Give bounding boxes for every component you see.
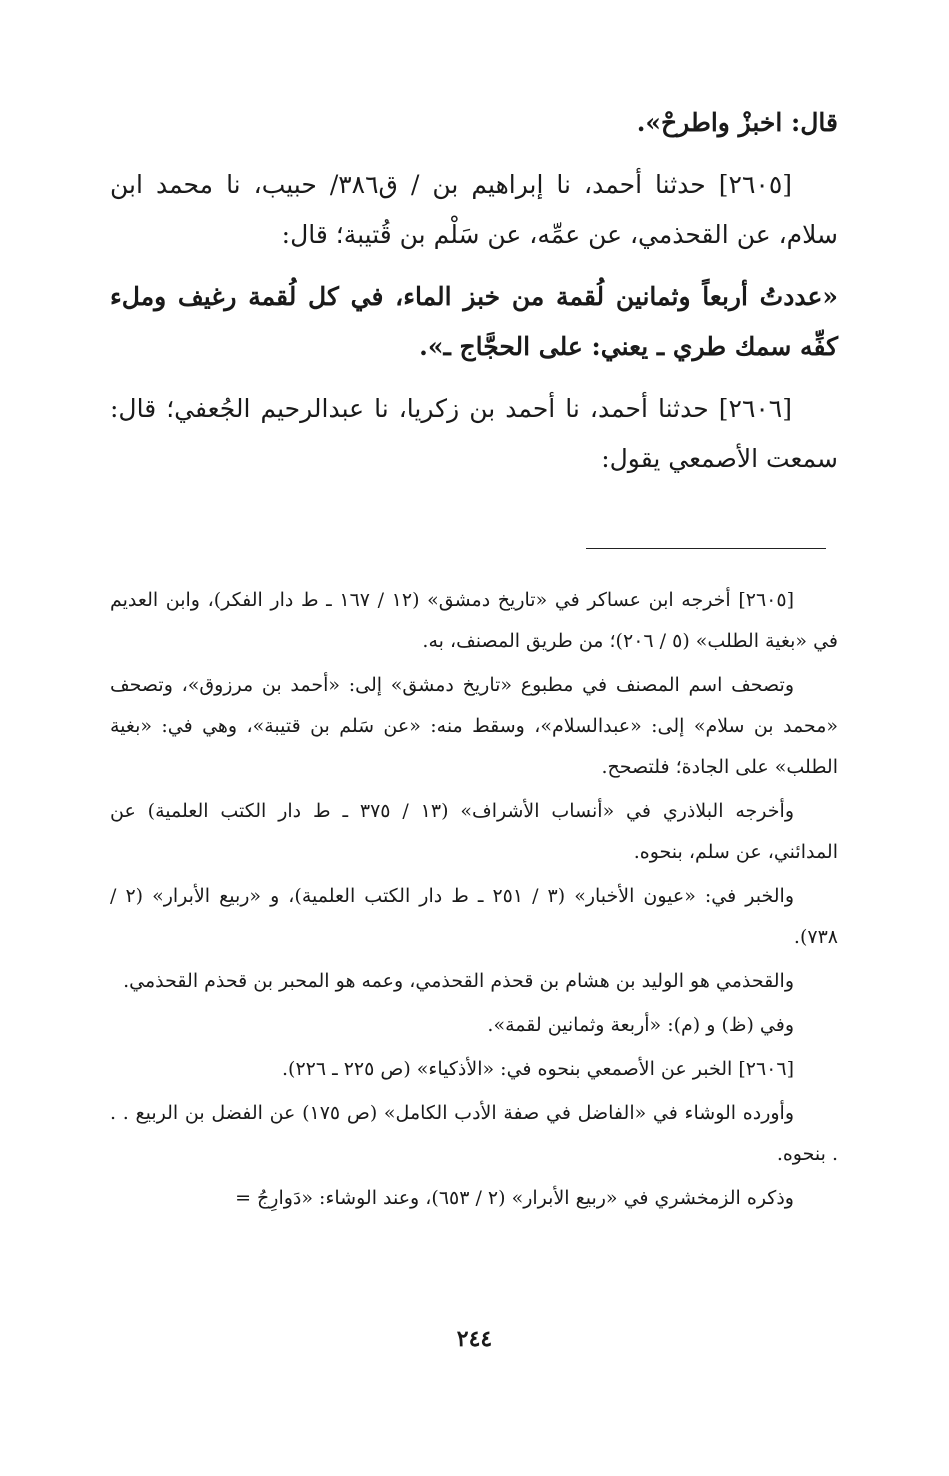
footnotes	[110, 580, 838, 1219]
text-block-1: قال: اخبزْ واطرحْ».	[636, 108, 838, 137]
main-text	[110, 98, 838, 484]
text-block-3: «عددتُ أربعاً وثمانين لُقمة من خبز الماء، في كل لُقمة رغيف وملء كفِّه سمك طري ـ يعني: على الحجَّاج ـ».	[110, 282, 838, 361]
page-number: ٢٤٤	[456, 1326, 493, 1352]
footnote-9: وذكره الزمخشري في «ربيع الأبرار» (٢ / ٦٥٣)، وعند الوشاء: «دَوارِجُ =	[235, 1187, 794, 1209]
footnote-6: وفي (ظ) و (م): «أربعة وثمانين لقمة».	[487, 1014, 794, 1036]
footnote-2: وتصحف اسم المصنف في مطبوع «تاريخ دمشق» إلى: «أحمد بن مرزوق»، وتصحف «محمد بن سلام» إلى: «عبدالسلام»، وسقط منه: «عن سَلم بن قتيبة»، وهي في: «بغية الطلب» على الجادة؛ فلتصحح.	[110, 674, 838, 778]
footnote-7: [٢٦٠٦] الخبر عن الأصمعي بنحوه في: «الأذكياء» (ص ٢٢٥ ـ ٢٢٦).	[281, 1058, 794, 1080]
footnote-5: والقحذمي هو الوليد بن هشام بن قحذم القحذمي، وعمه هو المحبر بن قحذم القحذمي.	[123, 970, 794, 992]
footnote-3: وأخرجه البلاذري في «أنساب الأشراف» (١٣ / ٣٧٥ ـ ط دار الكتب العلمية) عن المدائني، عن سلم، بنحوه.	[110, 800, 838, 863]
footnote-4: والخبر في: «عيون الأخبار» (٣ / ٢٥١ ـ ط دار الكتب العلمية)، و «ربيع الأبرار» (٢ / ٧٣٨).	[110, 885, 838, 948]
footnote-8: وأورده الوشاء في «الفاضل في صفة الأدب الكامل» (ص ١٧٥) عن الفضل بن الربيع . . . بنحوه.	[110, 1102, 838, 1165]
footnote-1: [٢٦٠٥] أخرجه ابن عساكر في «تاريخ دمشق» (١٢ / ١٦٧ ـ ط دار الفكر)، وابن العديم في «بغية الطلب» (٥ / ٢٠٦)؛ من طريق المصنف، به.	[110, 589, 838, 652]
footnote-divider	[586, 548, 826, 549]
text-block-2: [٢٦٠٥] حدثنا أحمد، نا إبراهيم بن / ق٣٨٦/ حبيب، نا محمد ابن سلام، عن القحذمي، عن عمِّه، عن سَلْم بن قُتيبة؛ قال:	[110, 170, 838, 249]
text-block-4: [٢٦٠٦] حدثنا أحمد، نا أحمد بن زكريا، نا عبدالرحيم الجُعفي؛ قال: سمعت الأصمعي يقول:	[110, 394, 838, 473]
